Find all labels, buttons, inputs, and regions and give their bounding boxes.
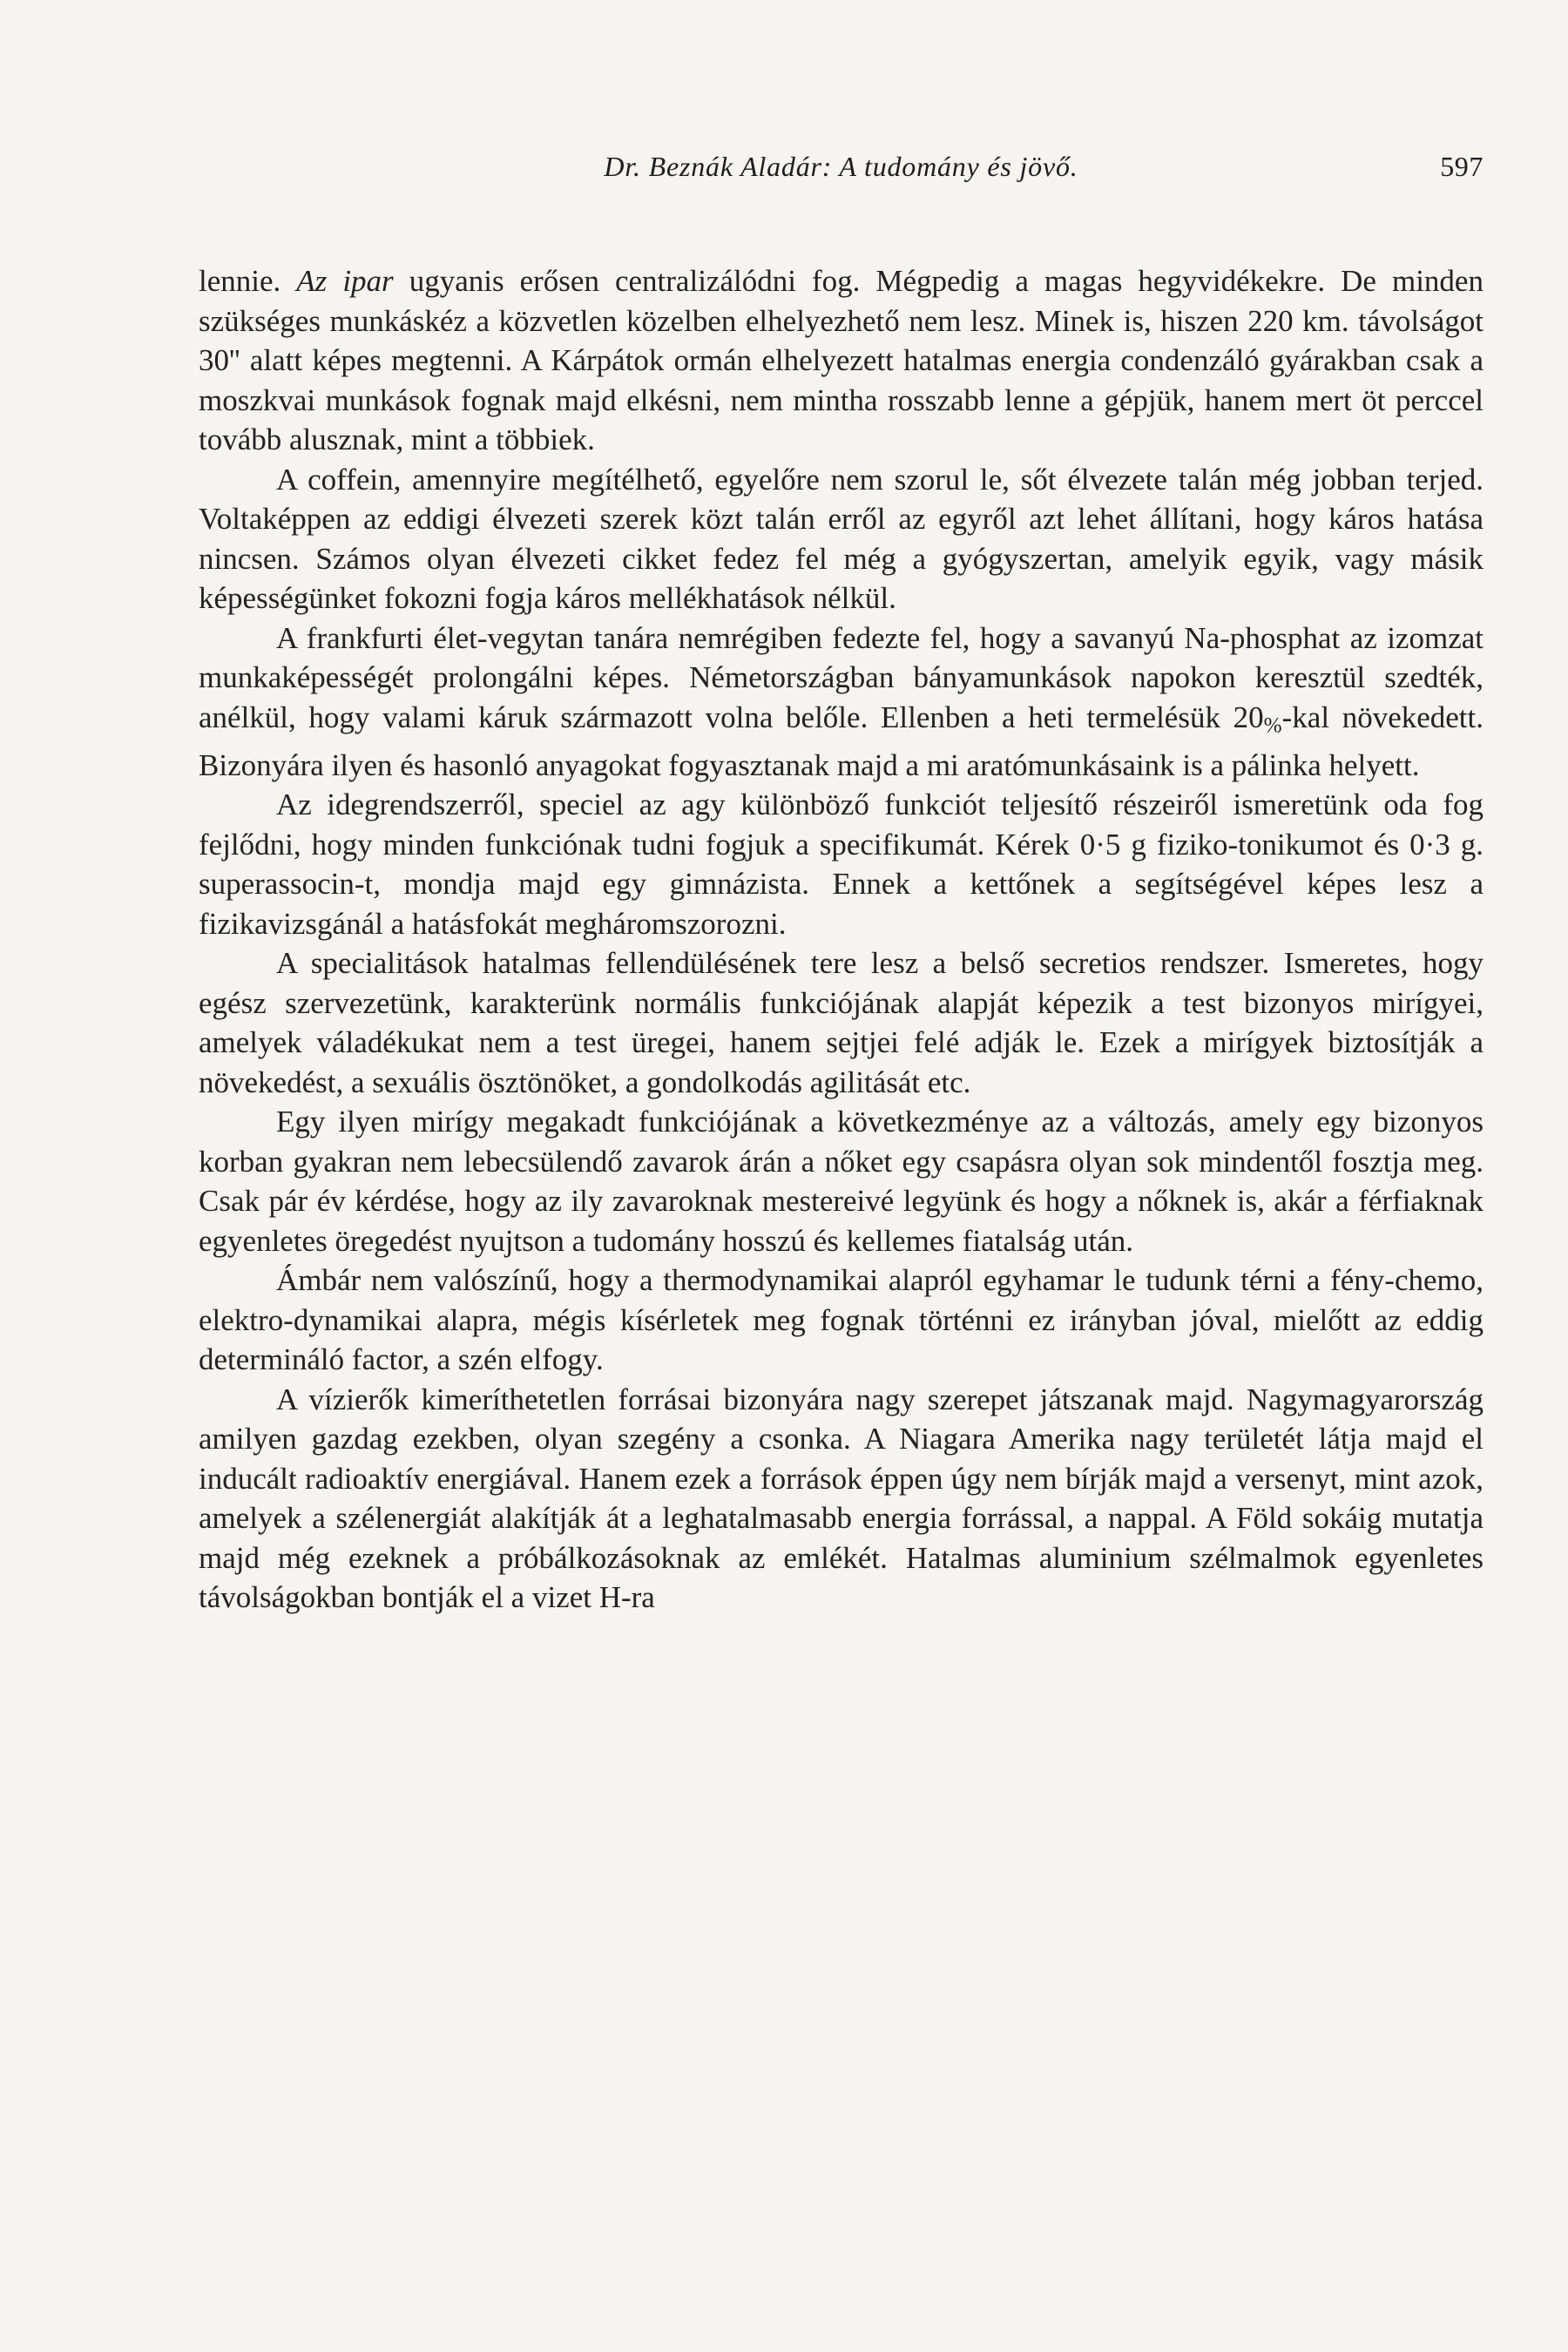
paragraph-coffein: A coffein, amennyire megítélhető, egyelőre nem szorul le, sőt élvezete talán még jobban terjed. Voltaképpen az eddigi élvezeti szerek közt talán erről az egyről azt lehet állítani, hogy káros hatása nincsen. Számos olyan élvezeti cikket fedez fel még a gyógyszertan, amelyik egyik, vagy másik képességünket fokozni fogja káros mellékhatások nélkül.	[199, 462, 1484, 615]
italic-phrase: Az ipar	[296, 264, 394, 298]
paragraph-text: lennie.	[199, 264, 297, 298]
paragraph-continuation	[199, 261, 1484, 460]
paragraph-text: ugyanis erősen centralizálódni fog. Mégpedig a magas hegyvidékekre. De minden szükséges munkáskéz a közvetlen közelben elhelyezhető nem lesz. Minek is, hiszen 220 km. távolságot 30'' alatt képes megtenni. A Kárpátok ormán elhelyezett hatalmas energia condenzáló gyárakban csak a moszkvai munkások fognak majd elkésni, nem mintha rosszabb lenne a gépjük, hanem mert öt perccel tovább alusznak, mint a többiek.	[199, 264, 1484, 456]
paragraph-nervous-system: Az idegrendszerről, speciel az agy különböző funkciót teljesítő részeiről ismeretünk oda fog fejlődni, hogy minden funkciónak tudni fogjuk a specifikumát. Kérek 0·5 g fiziko-tonikumot és 0·3 g. superassocin-t, mondja majd egy gimnázista. Ennek a kettőnek a segítségével képes lesz a fizikavizsgánál a hatásfokát megháromszorozni.	[199, 787, 1484, 941]
paragraph-water-power: A vízierők kimeríthetetlen forrásai bizonyára nagy szerepet játszanak majd. Nagymagyarország amilyen gazdag ezekben, olyan szegény a csonka. A Niagara Amerika nagy területét látja majd el inducált radioaktív energiával. Hanem ezek a források éppen úgy nem bírják majd a versenyt, mint azok, amelyek a szélenergiát alakítják át a leghatalmasabb energia forrással, a nappal. A Föld sokáig mutatja majd még ezeknek a próbálkozásoknak az emlékét. Hatalmas aluminium szélmalmok egyenletes távolságokban bontják el a vizet H-ra	[199, 1382, 1484, 1615]
page-number: 597	[1440, 151, 1484, 182]
paragraph-thermodynamics: Ámbár nem valószínű, hogy a thermodynamikai alapról egyhamar le tudunk térni a fény-chemo, elektro-dynamikai alapra, mégis kísérletek meg fognak történni ez irányban jóval, mielőtt az eddig determináló factor, a szén elfogy.	[199, 1263, 1484, 1377]
paragraph-gland: Egy ilyen mirígy megakadt funkciójának a következménye az a változás, amely egy bizonyos korban gyakran nem lebecsülendő zavarok árán a nőket egy csapásra olyan sok mindentől fosztja meg. Csak pár év kérdése, hogy az ily zavaroknak mestereivé legyünk és hogy a nőknek is, akár a férfiaknak egyenletes öregedést nyujtson a tudomány hosszú és kellemes fiatalság után.	[199, 1105, 1484, 1258]
paragraph-text: -kal növekedett. Bizonyára ilyen és hasonló anyagokat fogyasztanak majd a mi aratómunkásaink is a pálinka helyett.	[199, 700, 1484, 782]
paragraph-phosphat	[199, 618, 1484, 786]
running-title: Dr. Beznák Aladár: A tudomány és jövő.	[604, 151, 1078, 182]
running-header	[199, 145, 1484, 187]
article-body	[199, 261, 1484, 1618]
paragraph-secretion: A specialitások hatalmas fellendülésének tere lesz a belső secretios rendszer. Ismeretes, hogy egész szervezetünk, karakterünk normális funkciójának alapját képezik a test bizonyos mirígyei, amelyek váladékukat nem a test üregei, hanem sejtjei felé adják le. Ezek a mirígyek biztosítják a növekedést, a sexuális ösztönöket, a gondolkodás agilitását etc.	[199, 946, 1484, 1099]
paragraph-text: A frankfurti élet-vegytan tanára nemrégiben fedezte fel, hogy a savanyú Na-phosphat az izomzat munkaképességét prolongálni képes. Németországban bányamunkások napokon keresztül szedték, anélkül, hogy valami káruk származott volna belőle. Ellenben a heti termelésük 20	[199, 620, 1484, 734]
percent-subscript: %	[1263, 713, 1282, 738]
